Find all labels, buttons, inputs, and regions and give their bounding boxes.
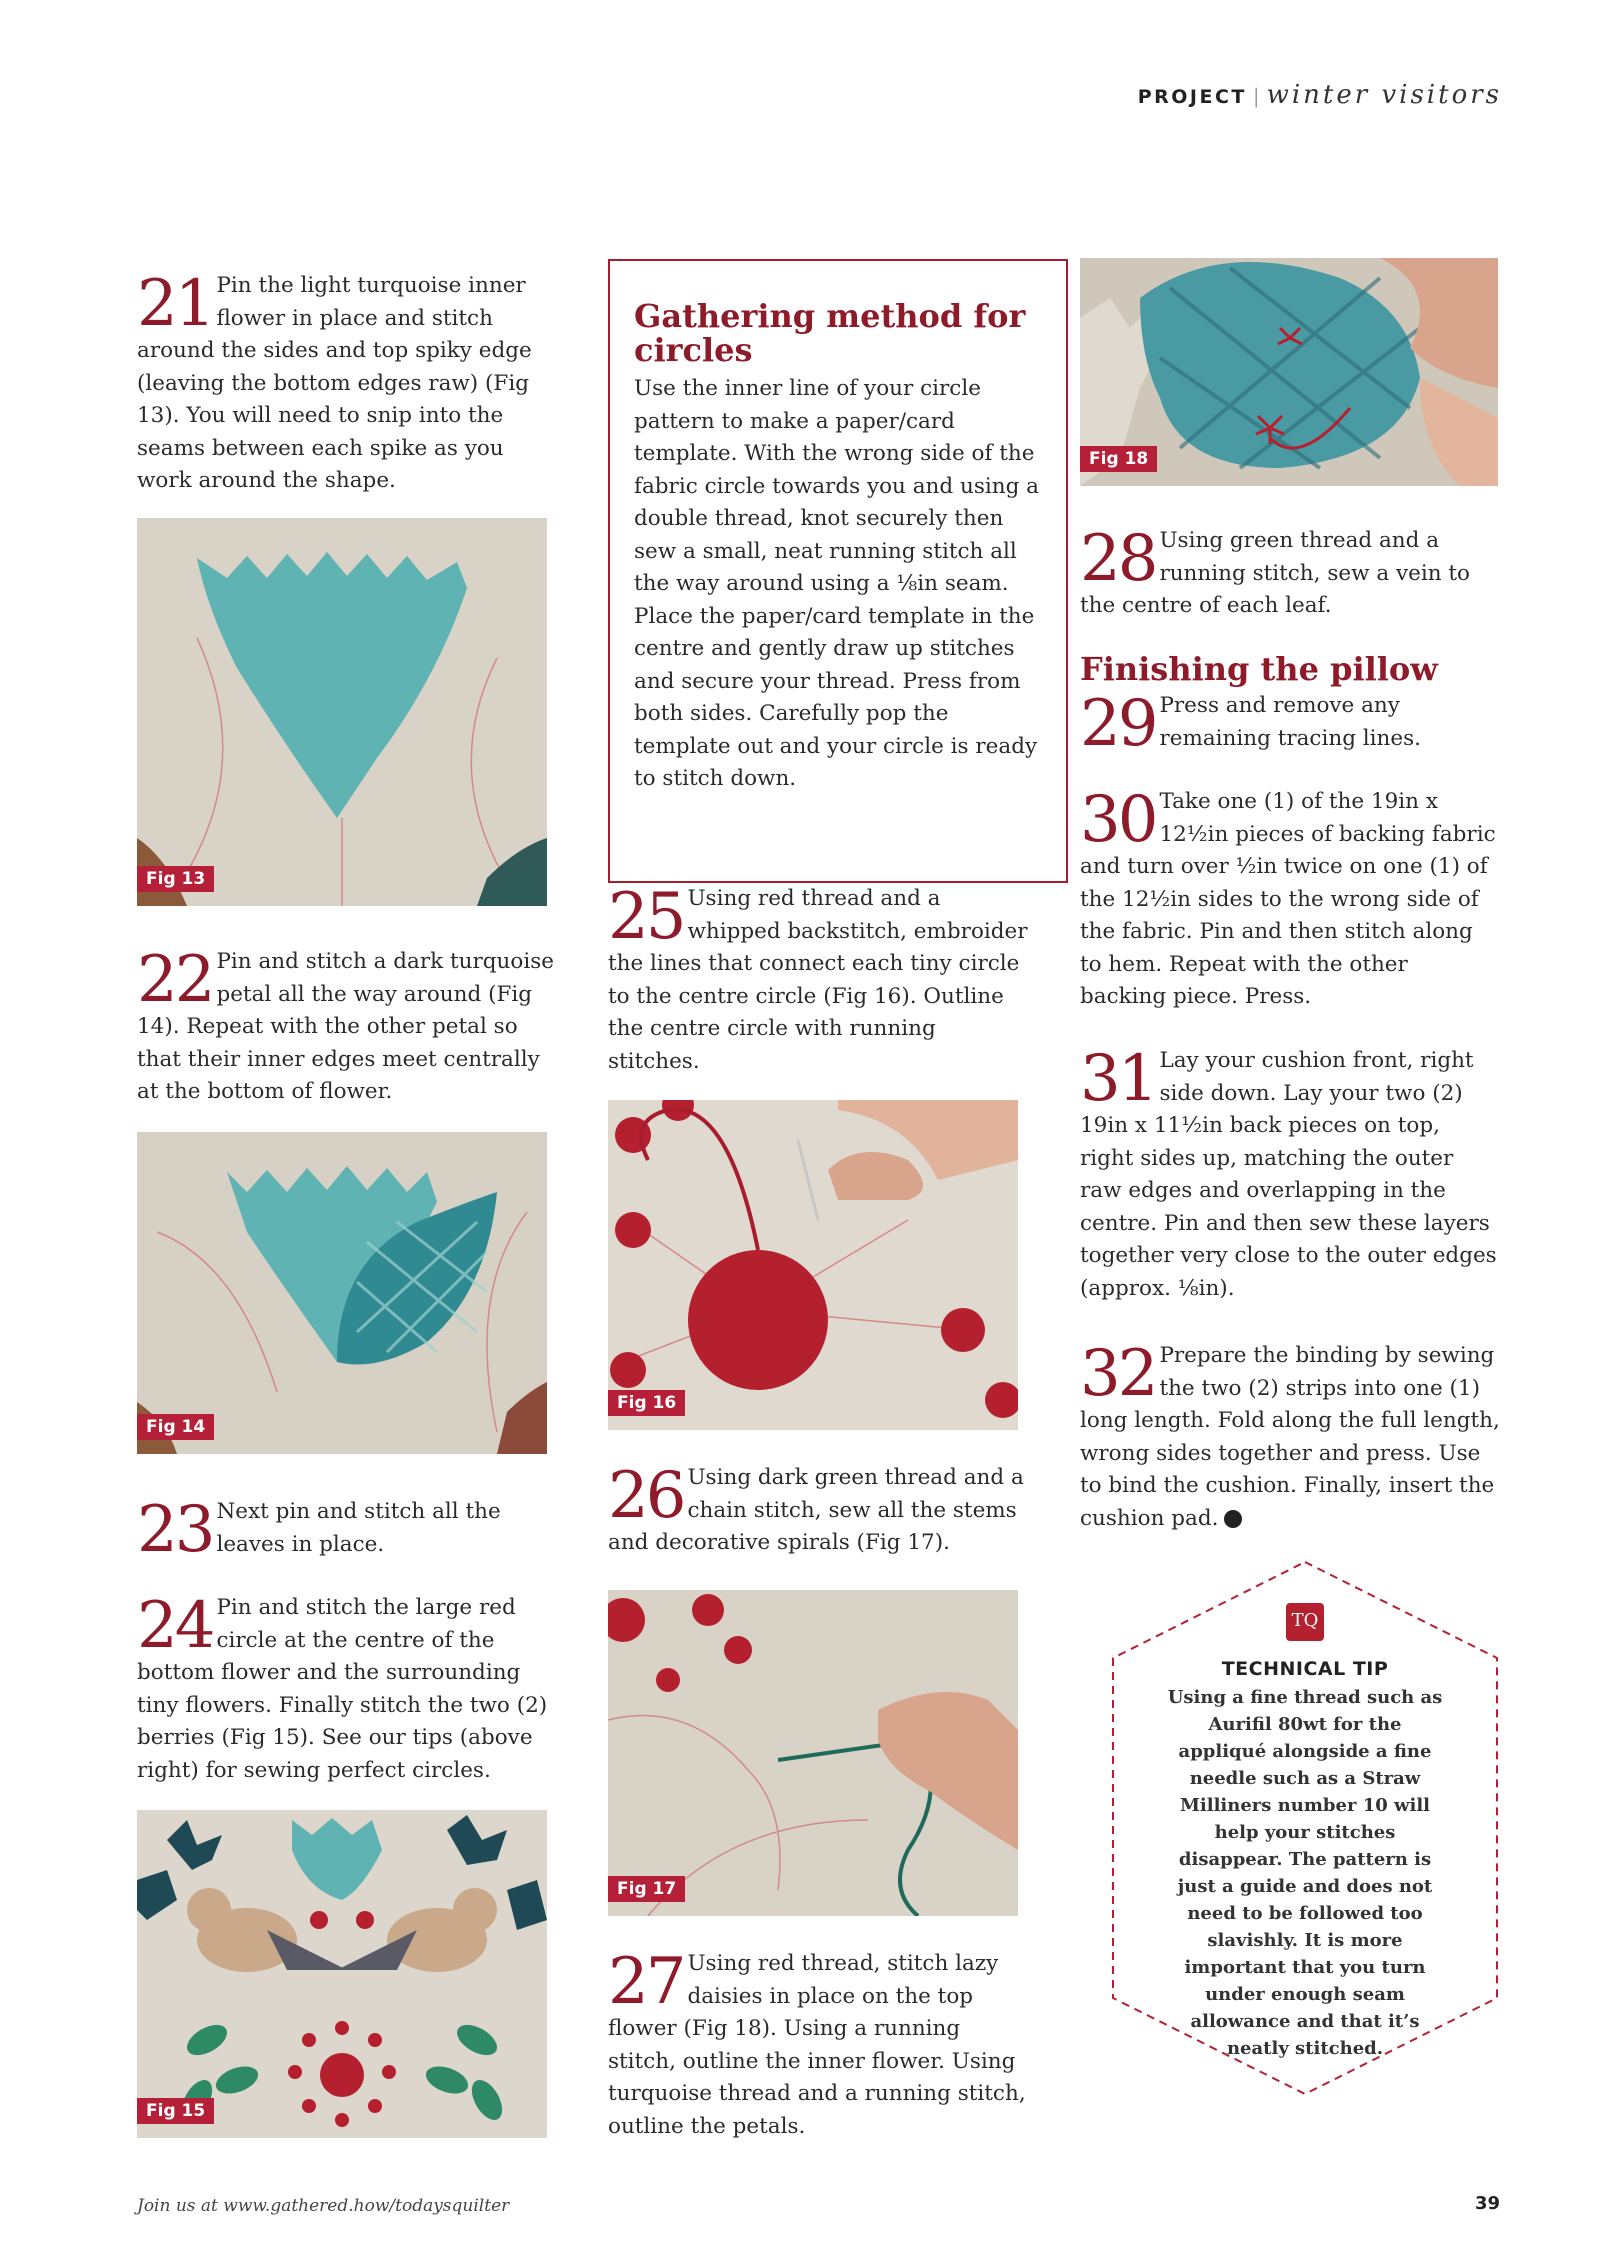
figure-17 <box>608 1590 1018 1916</box>
step-text: Pin and stitch the large red circle at the centre of the bottom flower and the surrounding tiny flowers. Finally stitch the two (2) berries (Fig 15). See our tips (above right) for sewing perfect circles. <box>137 1595 548 1783</box>
step-32 <box>1080 1337 1500 1535</box>
figure-label: Fig 17 <box>608 1876 685 1902</box>
tip-text: Using a fine thread such as Aurifil 80wt for the appliqué alongside a fine needle such as a Straw Milliners number 10 will help your stitches disappear. The pattern is just a guide and does not need to be followed too slavishly. It is more important that you turn under enough seam allowance and that it’s neatly stitched. <box>1167 1687 1443 2059</box>
step-text: Using green thread and a running stitch, sew a vein to the centre of each leaf. <box>1080 528 1470 618</box>
tip-heading: TECHNICAL TIP <box>1221 1658 1389 1680</box>
step-number: 29 <box>1080 687 1156 761</box>
section-title: Finishing the pillow <box>1080 650 1438 688</box>
figure-13 <box>137 518 547 906</box>
end-mark-icon <box>1224 1510 1242 1528</box>
tq-badge-icon: TQ <box>1291 1610 1319 1631</box>
figure-18 <box>1080 258 1498 486</box>
header-separator: | <box>1252 84 1261 108</box>
step-number: 23 <box>137 1493 213 1567</box>
step-text: Lay your cushion front, right side down. Lay your two (2) 19in x 11½in back pieces on top, right sides up, matching the outer raw edges and overlapping in the centre. Pin and then sew these layers together very close to the outer edges (approx. ⅛in). <box>1080 1048 1497 1301</box>
step-number: 21 <box>137 267 213 341</box>
step-number: 28 <box>1080 522 1156 596</box>
step-number: 27 <box>608 1945 684 2019</box>
figure-label: Fig 18 <box>1080 446 1157 472</box>
step-27 <box>608 1945 1028 2143</box>
step-25 <box>608 880 1028 1078</box>
step-text: Prepare the binding by sewing the two (2) strips into one (1) long length. Fold along the full length, wrong sides together and press. Use to bind the cushion. Finally, insert the cushion pad. <box>1080 1343 1500 1531</box>
step-21 <box>137 267 555 498</box>
header-title: winter visitors <box>1266 80 1502 110</box>
step-number: 22 <box>137 943 213 1017</box>
figure-16 <box>608 1100 1018 1430</box>
step-29 <box>1080 687 1500 761</box>
technical-tip <box>1105 1558 1505 2098</box>
figure-15 <box>137 1810 547 2138</box>
box-title: Gathering method for circles <box>634 297 1026 369</box>
step-text: Take one (1) of the 19in x 12½in pieces of backing fabric and turn over ½in twice on one (1) of the 12½in sides to the wrong side of the fabric. Pin and then stitch along to hem. Repeat with the other backing piece. Press. <box>1080 789 1496 1009</box>
fig14-image <box>137 1132 547 1454</box>
step-number: 32 <box>1080 1337 1156 1411</box>
step-text: Using red thread and a whipped backstitch, embroider the lines that connect each tiny circle to the centre circle (Fig 16). Outline the centre circle with running stitches. <box>608 886 1028 1074</box>
figure-label: Fig 13 <box>137 866 214 892</box>
figure-label: Fig 16 <box>608 1390 685 1416</box>
step-23 <box>137 1493 555 1567</box>
fig13-image <box>137 518 547 906</box>
figure-label: Fig 14 <box>137 1414 214 1440</box>
step-24 <box>137 1589 555 1787</box>
step-text: Using dark green thread and a chain stitch, sew all the stems and decorative spirals (Fig 17). <box>608 1465 1024 1555</box>
running-header <box>1138 80 1502 110</box>
fig15-image <box>137 1810 547 2138</box>
step-31 <box>1080 1042 1500 1305</box>
step-30 <box>1080 783 1500 1014</box>
box-text: Use the inner line of your circle pattern to make a paper/card template. With the wrong side of the fabric circle towards you and using a double thread, knot securely then sew a small, neat running stitch all the way around using a ⅛in seam. Place the paper/card template in the centre and gently draw up stitches and secure your thread. Press from both sides. Carefully pop the template out and your circle is ready to stitch down. <box>634 376 1040 791</box>
header-project: PROJECT <box>1137 86 1247 108</box>
fig17-image <box>608 1590 1018 1916</box>
step-number: 26 <box>608 1459 684 1533</box>
gathering-method-box <box>608 259 1068 883</box>
step-text: Next pin and stitch all the leaves in place. <box>216 1499 501 1557</box>
step-number: 24 <box>137 1589 213 1663</box>
step-text: Using red thread, stitch lazy daisies in place on the top flower (Fig 18). Using a running stitch, outline the inner flower. Using turquoise thread and a running stitch, outline the petals. <box>608 1951 1026 2139</box>
step-28 <box>1080 522 1500 623</box>
step-22 <box>137 943 555 1109</box>
step-26 <box>608 1459 1028 1560</box>
step-number: 30 <box>1080 783 1156 857</box>
figure-14 <box>137 1132 547 1454</box>
step-text: Press and remove any remaining tracing lines. <box>1159 693 1421 751</box>
step-number: 25 <box>608 880 684 954</box>
figure-label: Fig 15 <box>137 2098 214 2124</box>
step-number: 31 <box>1080 1042 1156 1116</box>
footer-website: Join us at www.gathered.how/todaysquilter <box>137 2196 510 2216</box>
page-number: 39 <box>1474 2193 1500 2214</box>
step-text: Pin the light turquoise inner flower in place and stitch around the sides and top spiky edge (leaving the bottom edges raw) (Fig 13). You will need to snip into the seams between each spike as you work around the shape. <box>137 273 532 493</box>
fig16-image <box>608 1100 1018 1430</box>
step-text: Pin and stitch a dark turquoise petal all the way around (Fig 14). Repeat with the other petal so that their inner edges meet centrally at the bottom of flower. <box>137 949 554 1104</box>
finishing-section <box>1080 651 1500 687</box>
